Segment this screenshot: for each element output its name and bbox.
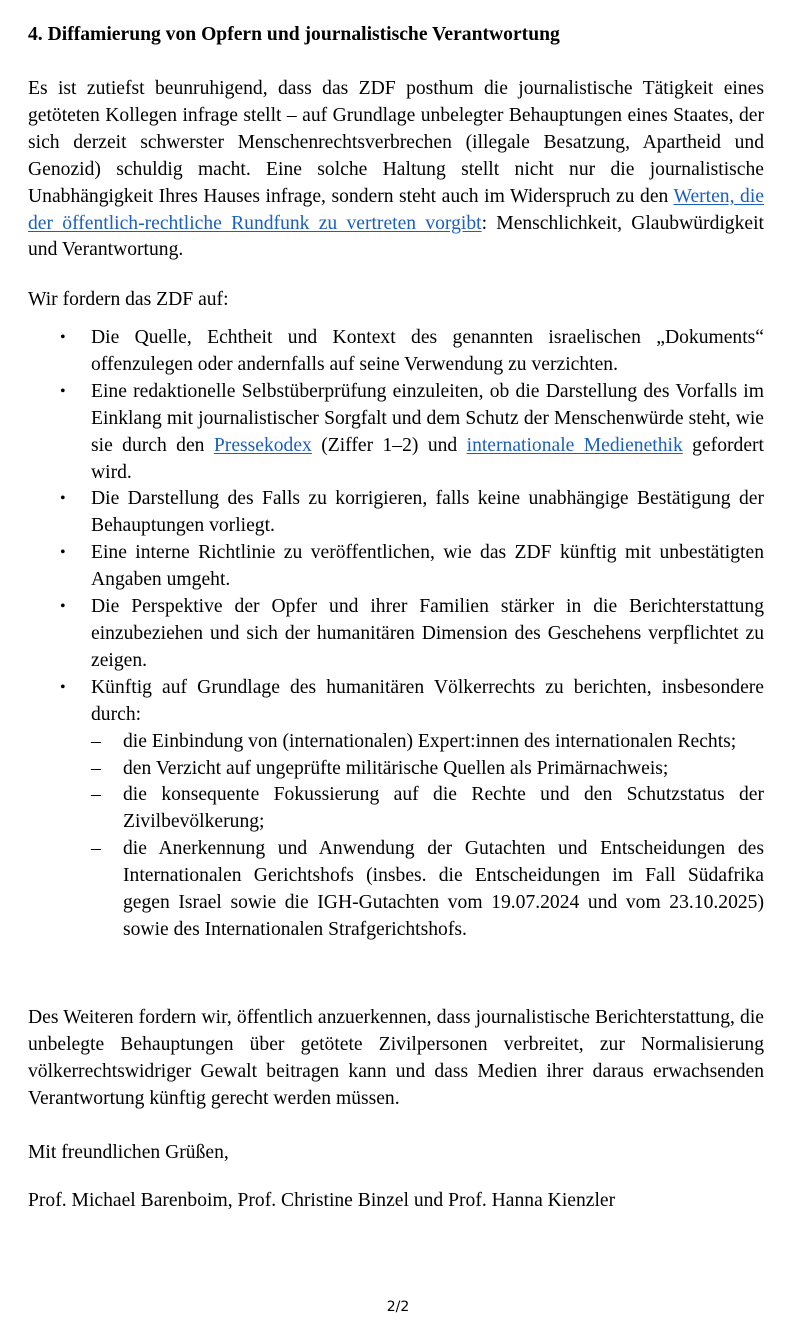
sub-list-item — [91, 836, 764, 944]
bullet-icon: • — [60, 598, 66, 616]
list-item — [28, 325, 764, 379]
sub-list-item-text: den Verzicht auf ungeprüfte militärische Quellen als Primärnachweis; — [123, 757, 669, 779]
list-item-text: Die Darstellung des Falls zu korrigieren, falls keine unabhängige Bestätigung der Behauptungen vorliegt. — [91, 488, 764, 537]
demands-intro: Wir fordern das ZDF auf: — [28, 289, 229, 310]
list-item — [28, 594, 764, 675]
dash-icon: – — [91, 838, 101, 860]
sub-list-item-text: die Einbindung von (internationalen) Expert:innen des internationalen Rechts; — [123, 730, 737, 752]
sub-list-item-text: die Anerkennung und Anwendung der Gutachten und Entscheidungen des Internationalen Gerichtshofs (insbes. die Entscheidungen im Fall Südafrika gegen Israel sowie die IGH-Gutachten vom 19.07.2024 und vom 23.10.2025) sowie des Internationalen Strafgerichtshofs. — [123, 838, 764, 940]
dash-icon: – — [91, 757, 101, 779]
list-item-text: Künftig auf Grundlage des humanitären Völkerrechts zu berichten, insbesondere durch: — [91, 676, 764, 725]
signatories: Prof. Michael Barenboim, Prof. Christine Binzel und Prof. Hanna Kienzler — [28, 1190, 616, 1211]
dash-icon: – — [91, 784, 101, 806]
paragraph-text: : Menschlichkeit, Glaubwürdigkeit und Verantwortung. — [28, 212, 764, 261]
bullet-icon: • — [60, 382, 66, 400]
paragraph-defamation — [28, 76, 764, 264]
list-item — [28, 379, 764, 487]
link-medienethik[interactable]: internationale Medienethik — [466, 434, 683, 456]
bullet-icon: • — [60, 329, 66, 346]
page-number: 2/2 — [386, 1299, 410, 1315]
list-item-text: Eine redaktionelle Selbstüberprüfung einzuleiten, ob die Darstellung des Vorfalls im Einklang mit journalistischer Sorgfalt und dem Schutz der Menschenwürde steht, wie sie durch den — [91, 380, 764, 456]
sub-list-item — [91, 756, 764, 783]
sub-list — [91, 729, 764, 944]
sub-list-item — [91, 782, 764, 836]
list-item-text: Die Perspektive der Opfer und ihrer Familien stärker in die Berichterstattung einzubeziehen und sich der humanitären Dimension des Geschehens verpflichtet zu zeigen. — [91, 596, 764, 671]
section-heading: 4. Diffamierung von Opfern und journalistische Verantwortung — [28, 24, 560, 45]
sub-list-item — [91, 729, 764, 756]
list-item — [28, 540, 764, 594]
list-item — [28, 486, 764, 540]
closing-greeting: Mit freundlichen Grüßen, — [28, 1142, 229, 1163]
dash-icon: – — [91, 730, 101, 752]
demands-list — [28, 325, 764, 944]
link-pressekodex[interactable]: Pressekodex — [213, 434, 312, 456]
list-item-text: (Ziffer 1–2) und — [311, 434, 467, 456]
sub-list-item-text: die konsequente Fokussierung auf die Rechte und den Schutzstatus der Zivilbevölkerung; — [123, 784, 764, 833]
bullet-icon: • — [60, 490, 66, 508]
paragraph-text: Es ist zutiefst beunruhigend, dass das ZDF posthum die journalistische Tätigkeit eines getöteten Kollegen infrage stellt – auf Grundlage unbelegter Behauptungen eines Staates, der sich derzeit schwerster Menschenrechtsverbrechen (illegale Besatzung, Apartheid und Genozid) schuldig macht. Eine solche Haltung stellt nicht nur die journalistische Unabhängigkeit Ihres Hauses infrage, sondern steht auch im Widerspruch zu den — [28, 78, 764, 207]
list-item-text: Eine interne Richtlinie zu veröffentlichen, wie das ZDF künftig mit unbestätigten Angaben umgeht. — [91, 542, 764, 591]
list-item-text: Die Quelle, Echtheit und Kontext des genannten israelischen „Dokuments“ offenzulegen oder andernfalls auf seine Verwendung zu verzichten. — [91, 327, 764, 375]
link-werte-rundfunk[interactable]: Werten, die der öffentlich-rechtliche Rundfunk zu vertreten vorgibt — [28, 185, 764, 234]
paragraph-further-demands: Des Weiteren fordern wir, öffentlich anzuerkennen, dass journalistische Berichterstattung, die unbelegte Behauptungen über getötete Zivilpersonen verbreitet, zur Normalisierung völkerrechtswidriger Gewalt beitragen kann und dass Medien ihrer daraus erwachsenden Verantwortung künftig gerecht werden müssen. — [28, 1007, 764, 1109]
bullet-icon: • — [60, 678, 66, 696]
list-item — [28, 675, 764, 944]
bullet-icon: • — [60, 544, 66, 562]
list-item-text: gefordert wird. — [91, 434, 764, 483]
